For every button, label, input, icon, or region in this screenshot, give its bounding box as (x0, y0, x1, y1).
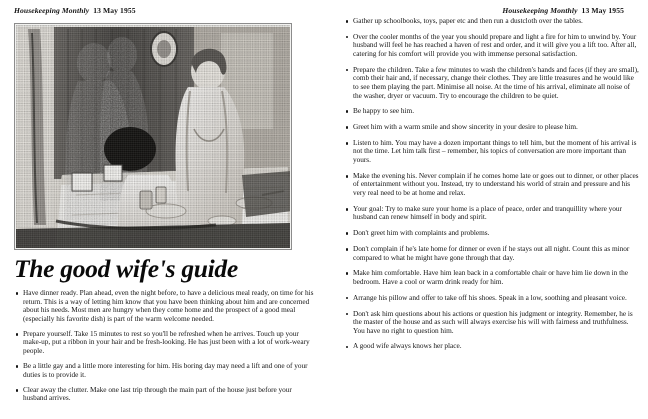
right-tips-list (344, 17, 640, 351)
issue-date-left: 13 May 1955 (93, 6, 136, 15)
magazine-name-left: Housekeeping Monthly (14, 6, 90, 15)
list-item: Make the evening his. Never complain if he comes home late or goes out to dinner, or other places of entertainment without you. Instead, try to understand his world of strain and pressure and his very real need to be at home and relax. (344, 172, 640, 198)
list-item: Greet him with a warm smile and show sincerity in your desire to please him. (344, 123, 640, 132)
running-head-left (8, 6, 314, 17)
right-column (324, 0, 648, 419)
photo-frame (14, 23, 292, 250)
photo-image (16, 25, 290, 248)
list-item: Over the cooler months of the year you should prepare and light a fire for him to unwind by. Your husband will feel he has reached a haven of rest and order, and it will give you a lift too. After all, catering for his comfort will provide you with immense personal satisfaction. (344, 33, 640, 59)
article-photo-block (14, 23, 292, 250)
list-item: Listen to him. You may have a dozen important things to tell him, but the moment of his arrival is not the time. Let him talk first – remember, his topics of conversation are more important than yours. (344, 139, 640, 165)
list-item: Prepare the children. Take a few minutes to wash the children's hands and faces (if they are small), comb their hair and, if necessary, change their clothes. They are little treasures and he would like to see them playing the part. Minimise all noise. At the time of his arrival, eliminate all noise of the washer, dryer or vacuum. Try to encourage the children to be quiet. (344, 66, 640, 100)
list-item: Make him comfortable. Have him lean back in a comfortable chair or have him lie down in the bedroom. Have a cool or warm drink ready for him. (344, 269, 640, 286)
list-item: Clear away the clutter. Make one last trip through the main part of the house just before your husband arrives. (14, 386, 314, 403)
article-title: The good wife's guide (14, 254, 238, 283)
photo-credit (295, 0, 301, 29)
list-item: A good wife always knows her place. (344, 342, 640, 351)
list-item: Be a little gay and a little more interesting for him. His boring day may need a lift and one of your duties is to provide it. (14, 362, 314, 379)
list-item: Don't ask him questions about his actions or question his judgment or integrity. Remember, he is the master of the house and as such will always exercise his will with fairness and truthfulness. You have no right to question him. (344, 310, 640, 336)
list-item: Arrange his pillow and offer to take off his shoes. Speak in a low, soothing and pleasant voice. (344, 294, 640, 303)
issue-date-right: 13 May 1955 (581, 6, 624, 15)
list-item: Gather up schoolbooks, toys, paper etc and then run a dustcloth over the tables. (344, 17, 640, 26)
list-item: Be happy to see him. (344, 107, 640, 116)
list-item: Your goal: Try to make sure your home is a place of peace, order and tranquillity where your husband can renew himself in body and spirit. (344, 205, 640, 222)
vintage-kitchen-illustration (16, 25, 290, 248)
list-item: Have dinner ready. Plan ahead, even the night before, to have a delicious meal ready, on time for his return. This is a way of letting him know that you have been thinking about him and are concerned about his needs. Most men are hungry when they come home and the prospect of a good meal (especially his favorite dish) is part of the warm welcome needed. (14, 289, 314, 323)
list-item: Don't greet him with complaints and problems. (344, 229, 640, 238)
left-tips-list (14, 289, 314, 403)
list-item: Don't complain if he's late home for dinner or even if he stays out all night. Count this as minor compared to what he might have gone through that day. (344, 245, 640, 262)
list-item: Prepare yourself. Take 15 minutes to rest so you'll be refreshed when he arrives. Touch up your make-up, put a ribbon in your hair and be fresh-looking. He has just been with a lot of work-weary people. (14, 330, 314, 356)
magazine-name-right: Housekeeping Monthly (502, 6, 578, 15)
